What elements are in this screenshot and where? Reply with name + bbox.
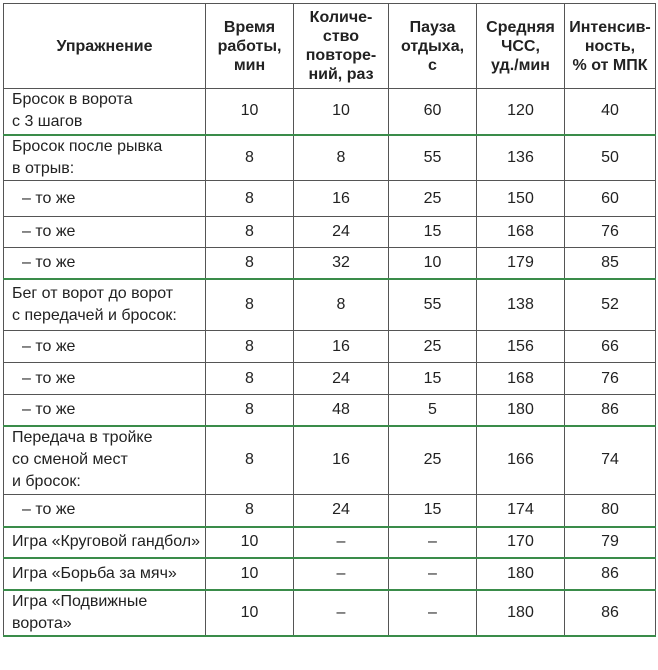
cell-time: 8 [206,426,294,495]
cell-heart-rate: 166 [477,426,565,495]
header-time: Время работы, мин [206,4,294,89]
header-row [4,4,656,89]
cell-intensity: 85 [565,248,656,279]
cell-exercise: Бег от ворот до ворот с передачей и бросок: [4,279,206,331]
cell-time: 8 [206,363,294,395]
cell-heart-rate: 150 [477,181,565,217]
cell-exercise: Игра «Борьба за мяч» [4,558,206,590]
cell-reps: 8 [294,135,389,181]
cell-time: 8 [206,248,294,279]
cell-intensity: 52 [565,279,656,331]
cell-reps: 16 [294,426,389,495]
cell-pause: 5 [389,395,477,426]
cell-reps: – [294,527,389,558]
cell-reps: 24 [294,495,389,527]
cell-intensity: 50 [565,135,656,181]
cell-exercise: Игра «Круговой гандбол» [4,527,206,558]
header-pause: Пауза отдыха, с [389,4,477,89]
cell-intensity: 76 [565,363,656,395]
cell-reps: 16 [294,331,389,363]
header-reps: Количе- ство повторе- ний, раз [294,4,389,89]
cell-exercise: – то же [4,495,206,527]
cell-pause: 25 [389,426,477,495]
cell-exercise: Бросок в ворота с 3 шагов [4,89,206,135]
table-row [4,363,656,395]
cell-exercise: – то же [4,217,206,248]
cell-pause: 15 [389,495,477,527]
cell-time: 8 [206,217,294,248]
cell-time: 8 [206,331,294,363]
cell-intensity: 86 [565,395,656,426]
table-row [4,181,656,217]
exercise-table [3,3,656,637]
cell-exercise: Бросок после рывка в отрыв: [4,135,206,181]
table-row [4,331,656,363]
table-row [4,135,656,181]
cell-intensity: 60 [565,181,656,217]
cell-intensity: 74 [565,426,656,495]
cell-reps: 24 [294,217,389,248]
cell-pause: 60 [389,89,477,135]
cell-exercise: Передача в тройке со сменой мест и бросок: [4,426,206,495]
table-row [4,395,656,426]
cell-reps: – [294,558,389,590]
cell-heart-rate: 168 [477,363,565,395]
cell-intensity: 40 [565,89,656,135]
cell-time: 10 [206,527,294,558]
header-intensity: Интенсив- ность, % от МПК [565,4,656,89]
cell-pause: – [389,590,477,636]
table-row [4,89,656,135]
cell-heart-rate: 120 [477,89,565,135]
cell-exercise: – то же [4,363,206,395]
cell-pause: 55 [389,279,477,331]
table-row [4,217,656,248]
cell-heart-rate: 180 [477,558,565,590]
cell-intensity: 76 [565,217,656,248]
table-row [4,558,656,590]
table-row [4,279,656,331]
cell-reps: 8 [294,279,389,331]
cell-heart-rate: 174 [477,495,565,527]
cell-pause: 55 [389,135,477,181]
cell-exercise: – то же [4,248,206,279]
cell-reps: 48 [294,395,389,426]
cell-reps: – [294,590,389,636]
cell-exercise: Игра «Подвижные ворота» [4,590,206,636]
cell-heart-rate: 156 [477,331,565,363]
cell-time: 10 [206,558,294,590]
cell-time: 8 [206,181,294,217]
cell-intensity: 86 [565,590,656,636]
header-heart-rate: Средняя ЧСС, уд./мин [477,4,565,89]
table-row [4,590,656,636]
cell-heart-rate: 170 [477,527,565,558]
cell-time: 8 [206,495,294,527]
cell-pause: 25 [389,181,477,217]
cell-heart-rate: 168 [477,217,565,248]
table-row [4,426,656,495]
cell-reps: 24 [294,363,389,395]
cell-intensity: 86 [565,558,656,590]
cell-heart-rate: 180 [477,395,565,426]
cell-time: 10 [206,89,294,135]
table-row [4,248,656,279]
cell-pause: 25 [389,331,477,363]
table-body [4,89,656,636]
cell-intensity: 79 [565,527,656,558]
cell-pause: – [389,558,477,590]
cell-exercise: – то же [4,181,206,217]
cell-pause: – [389,527,477,558]
table-row [4,495,656,527]
cell-exercise: – то же [4,331,206,363]
cell-time: 8 [206,135,294,181]
cell-heart-rate: 179 [477,248,565,279]
table-row [4,527,656,558]
cell-pause: 15 [389,217,477,248]
cell-time: 10 [206,590,294,636]
cell-heart-rate: 138 [477,279,565,331]
header-exercise: Упражнение [4,4,206,89]
cell-reps: 10 [294,89,389,135]
cell-reps: 16 [294,181,389,217]
cell-heart-rate: 136 [477,135,565,181]
cell-time: 8 [206,279,294,331]
cell-exercise: – то же [4,395,206,426]
cell-heart-rate: 180 [477,590,565,636]
cell-time: 8 [206,395,294,426]
cell-reps: 32 [294,248,389,279]
cell-intensity: 66 [565,331,656,363]
cell-pause: 15 [389,363,477,395]
cell-pause: 10 [389,248,477,279]
cell-intensity: 80 [565,495,656,527]
